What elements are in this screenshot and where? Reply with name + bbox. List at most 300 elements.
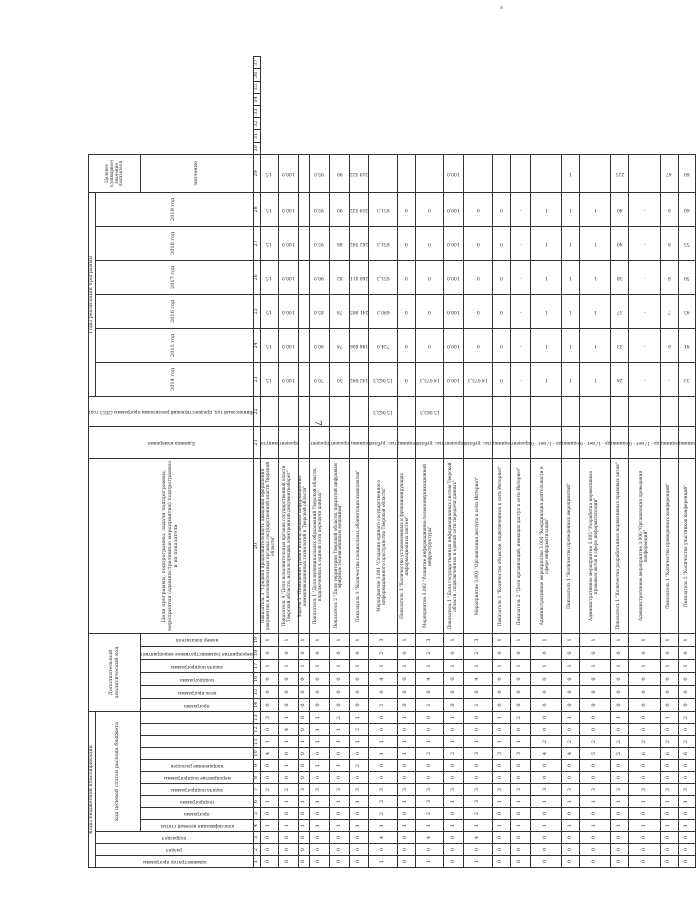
code-cell: 4	[562, 748, 580, 760]
add-code-cell: 1	[397, 660, 415, 673]
add-code-cell: 0	[309, 647, 329, 660]
code-cell: 0	[629, 844, 660, 856]
row-year-value-cell	[329, 328, 349, 362]
header-add-sub-label-6: номер показателя	[175, 637, 219, 643]
row-year-value: 241 065	[350, 308, 369, 314]
add-code-cell: 1	[464, 699, 493, 712]
add-code-cell: 0	[678, 647, 696, 660]
add-code-cell: 0	[510, 647, 530, 660]
row-year-value-cell	[464, 226, 493, 260]
row-year-value: 41	[684, 342, 690, 348]
code-cell: 0	[278, 832, 298, 844]
row-unit: тыс. рублей	[369, 439, 397, 445]
row-target-value: 225	[615, 170, 625, 176]
code-cell: 0	[278, 808, 298, 820]
add-code-cell: 0	[629, 699, 660, 712]
add-code-cell: 2	[464, 647, 493, 660]
row-unit: процент	[278, 439, 298, 445]
row-unit: единиц	[611, 439, 629, 445]
add-code-cell: 1	[309, 660, 329, 673]
row-year-value: 14 073,3	[419, 376, 440, 382]
add-code-cell: 3	[369, 633, 398, 646]
code-cell: 0	[510, 724, 530, 736]
code-cell: 1	[562, 712, 580, 724]
row-unit-cell	[492, 426, 510, 458]
row-year-value-cell	[678, 192, 696, 226]
code-cell: 3	[298, 784, 309, 796]
row-base-cell	[444, 396, 464, 426]
add-code-cell: 0	[444, 647, 464, 660]
add-code-cell: 0	[298, 699, 309, 712]
row-year-value: 651,3	[376, 274, 390, 280]
add-code-cell: 0	[492, 673, 510, 686]
row-year-value-cell	[298, 226, 309, 260]
code-cell: 1	[309, 820, 329, 832]
header-finance-column: Финансовый год, предшествующий реализации программы (2013 год)	[89, 408, 253, 414]
row-year-value-cell	[415, 328, 444, 362]
row-year-value: 0	[499, 308, 503, 314]
code-cell: 0	[329, 844, 349, 856]
row-target-value: 15	[266, 170, 272, 176]
row-base-cell	[492, 396, 510, 426]
add-code-cell: 0	[415, 686, 444, 699]
row-unit: единиц	[492, 439, 510, 445]
row-year-value-cell	[678, 226, 696, 260]
code-cell: 1	[309, 736, 329, 748]
row-year-value-cell	[629, 362, 660, 396]
row-target-cell	[530, 154, 561, 192]
row-year-value-cell	[444, 260, 464, 294]
row-base-cell	[464, 396, 493, 426]
add-code-cell: 0	[329, 699, 349, 712]
row-year-value: 1	[593, 240, 597, 246]
table-row	[329, 57, 349, 868]
row-year-value-cell	[260, 192, 278, 226]
header-add-sub-1	[141, 699, 254, 712]
code-cell: 1	[329, 796, 349, 808]
row-year-value: 80,0	[314, 342, 325, 348]
code-cell: 1	[415, 820, 444, 832]
code-cell: 1	[278, 760, 298, 772]
row-year-value: 0	[428, 206, 431, 212]
add-code-cell: 0	[492, 647, 510, 660]
code-cell: 3	[492, 784, 510, 796]
row-year-value: 100,0	[281, 274, 295, 280]
code-cell: 0	[464, 712, 493, 724]
add-code-cell: 1	[562, 633, 580, 646]
row-year-value-cell	[580, 328, 611, 362]
code-cell: 3	[580, 784, 611, 796]
row-year-value-cell	[369, 260, 398, 294]
add-code-cell: 0	[309, 686, 329, 699]
row-year-value: 95,0	[314, 240, 325, 246]
code-cell: 0	[397, 808, 415, 820]
code-cell: 0	[350, 772, 369, 784]
header-code-sub-3	[141, 796, 254, 808]
code-cell: 2	[415, 808, 444, 820]
code-cell: 0	[611, 724, 629, 736]
add-code-cell: 0	[444, 686, 464, 699]
row-year-value: -	[643, 240, 646, 246]
code-cell: 3	[350, 784, 369, 796]
add-code-cell: 1	[260, 660, 278, 673]
code-cell: 0	[530, 712, 561, 724]
row-year-value: 1	[544, 240, 548, 246]
row-target-value: 319 322	[350, 170, 369, 176]
code-cell: 0	[492, 808, 510, 820]
add-code-cell: 0	[580, 647, 611, 660]
code-cell: 0	[629, 808, 660, 820]
add-code-cell: 1	[415, 660, 444, 673]
code-cell: 3	[369, 784, 398, 796]
row-base-cell	[298, 396, 309, 426]
code-cell: 1	[350, 736, 369, 748]
column-number-22: 22	[253, 396, 260, 426]
code-cell: 1	[510, 820, 530, 832]
row-target-cell	[611, 154, 629, 192]
row-year-value-cell	[298, 362, 309, 396]
code-cell: 0	[298, 772, 309, 784]
row-target-cell	[397, 154, 415, 192]
code-cell: 1	[298, 820, 309, 832]
code-cell: 3	[678, 784, 696, 796]
row-description: Показатель 1 "Доля муниципальных образований Тверской области, подключенных к единой сети передачи данных"	[309, 458, 329, 633]
row-year-value-cell	[464, 328, 493, 362]
add-code-cell: 0	[492, 699, 510, 712]
code-cell: 3	[510, 748, 530, 760]
code-cell: 0	[415, 724, 444, 736]
code-cell: 2	[660, 736, 678, 748]
code-cell: 1	[350, 712, 369, 724]
row-year-value-cell	[397, 192, 415, 226]
row-year-value: 724,0	[376, 342, 390, 348]
code-cell: 0	[678, 856, 696, 868]
add-code-cell: 0	[350, 673, 369, 686]
add-code-cell: 0	[309, 699, 329, 712]
header-code-sub-label-3: подпрограмма	[180, 799, 215, 805]
code-cell: 0	[530, 844, 561, 856]
code-cell: 0	[444, 856, 464, 868]
row-year-value-cell	[278, 192, 298, 226]
row-year-value: 50	[336, 376, 343, 382]
row-year-value-cell	[629, 226, 660, 260]
row-unit-cell	[464, 426, 493, 458]
row-target-cell	[415, 154, 444, 192]
code-cell: 4	[278, 724, 298, 736]
row-year-value-cell	[309, 192, 329, 226]
row-year-value: -	[519, 342, 522, 348]
row-year-value-cell	[660, 226, 678, 260]
row-year-value-cell	[492, 260, 510, 294]
add-code-cell: 0	[530, 699, 561, 712]
code-cell: 2	[678, 736, 696, 748]
code-cell: 1	[260, 796, 278, 808]
add-code-cell: 4	[464, 673, 493, 686]
add-code-cell: 0	[260, 699, 278, 712]
code-cell: 0	[492, 760, 510, 772]
row-year-value: 86	[336, 240, 343, 246]
code-cell: 0	[510, 832, 530, 844]
code-cell: 2	[530, 736, 561, 748]
add-code-cell: 0	[611, 686, 629, 699]
add-code-cell: 0	[329, 686, 349, 699]
code-cell: 0	[611, 832, 629, 844]
row-base-cell	[678, 396, 696, 426]
code-cell: 2	[580, 736, 611, 748]
code-cell: 0	[660, 844, 678, 856]
row-year-value-cell	[510, 226, 530, 260]
row-target-cell	[350, 154, 369, 192]
row-year-value: 651,3	[376, 240, 390, 246]
row-year-value-cell	[492, 226, 510, 260]
row-base-cell	[510, 396, 530, 426]
row-unit-cell	[298, 426, 309, 458]
row-unit-cell	[530, 426, 561, 458]
code-cell: 0	[350, 748, 369, 760]
code-cell: 0	[580, 724, 611, 736]
table-row	[397, 57, 415, 868]
code-cell: 0	[464, 772, 493, 784]
row-year-value-cell	[260, 362, 278, 396]
row-year-value: -	[668, 376, 670, 382]
code-cell: 0	[298, 724, 309, 736]
row-target-value: 100,0	[447, 170, 461, 176]
row-year-value-cell	[580, 192, 611, 226]
row-year-value-cell	[562, 362, 580, 396]
table-row	[562, 57, 580, 868]
add-code-cell: 2	[369, 647, 398, 660]
code-cell: 0	[580, 808, 611, 820]
header-add-sub-label-5: мероприятие (административное мероприятие)	[141, 650, 253, 656]
code-cell: 1	[397, 796, 415, 808]
row-year-value-cell	[415, 362, 444, 396]
header-codes-group: Коды бюджетной классификации	[89, 712, 96, 868]
code-cell: 1	[492, 820, 510, 832]
code-cell: 1	[397, 736, 415, 748]
row-year-value-cell	[369, 226, 398, 260]
column-number-30: 30	[253, 142, 260, 154]
row-year-value: -	[643, 342, 646, 348]
add-code-cell: 1	[260, 633, 278, 646]
row-year-value-cell	[629, 328, 660, 362]
add-code-cell: 1	[298, 633, 309, 646]
code-cell: 0	[298, 760, 309, 772]
add-code-cell: 0	[510, 686, 530, 699]
row-year-value: 1	[544, 274, 548, 280]
row-target-value: 47	[666, 170, 672, 176]
code-cell: 0	[397, 832, 415, 844]
row-year-value-cell	[278, 362, 298, 396]
row-year-value: 1	[593, 376, 597, 382]
row-year-value: 100,0	[447, 240, 461, 246]
row-year-value-cell	[298, 328, 309, 362]
header-admin-cell	[95, 856, 253, 868]
row-year-value: 100,0	[281, 206, 295, 212]
code-cell: 0	[397, 856, 415, 868]
row-description: Показатель 1 "Количество объектов, подключенных к сети Интернет"	[492, 458, 510, 633]
table-row	[298, 57, 309, 868]
row-target-cell	[298, 154, 309, 192]
code-cell: 0	[660, 772, 678, 784]
header-code-sub-1	[141, 820, 254, 832]
code-cell: 6	[678, 748, 696, 760]
code-cell: 0	[397, 724, 415, 736]
add-code-cell: 1	[329, 660, 349, 673]
add-code-cell: 2	[415, 647, 444, 660]
add-code-cell: 1	[580, 633, 611, 646]
row-year-value-cell	[492, 294, 510, 328]
code-cell: 0	[278, 856, 298, 868]
row-year-value-cell	[580, 226, 611, 260]
row-year-value: 1	[569, 206, 573, 212]
row-year-value-cell	[397, 362, 415, 396]
row-year-value: 1	[593, 206, 597, 212]
row-year-value: -	[519, 308, 522, 314]
table-row	[611, 57, 629, 868]
code-cell: 0	[530, 772, 561, 784]
row-year-value-cell	[629, 260, 660, 294]
row-year-value-cell	[660, 328, 678, 362]
column-number-8: 8	[253, 772, 260, 784]
row-year-value-cell	[260, 226, 278, 260]
row-base-cell	[530, 396, 561, 426]
row-year-value: 0	[499, 342, 503, 348]
column-number-13: 13	[253, 712, 260, 724]
row-unit: единиц	[660, 439, 678, 445]
row-year-value-cell	[309, 260, 329, 294]
row-year-value: 0	[404, 342, 408, 348]
row-year-value-cell	[510, 192, 530, 226]
row-year-value-cell	[350, 260, 369, 294]
header-add-sub-2	[141, 686, 254, 699]
row-description: Показатель 1 "Количество разработанных нормативных правовых актов"	[611, 458, 629, 633]
code-cell: 3	[660, 784, 678, 796]
row-year-value: 45	[684, 308, 690, 314]
row-year-value: 100,0	[447, 274, 461, 280]
scan-dot	[500, 6, 503, 9]
table-row	[530, 57, 561, 868]
column-number-35: 35	[253, 81, 260, 93]
code-cell: 0	[260, 808, 278, 820]
add-code-cell: 0	[562, 673, 580, 686]
code-cell: 0	[415, 844, 444, 856]
code-cell: 3	[369, 796, 398, 808]
code-cell: 3	[260, 712, 278, 724]
code-cell: 0	[415, 712, 444, 724]
row-year-value-cell	[562, 192, 580, 226]
column-number-3: 3	[253, 832, 260, 844]
code-cell: 2	[611, 736, 629, 748]
add-code-cell: 1	[492, 633, 510, 646]
add-code-cell: 1	[492, 660, 510, 673]
row-year-value-cell	[530, 362, 561, 396]
row-description: Мероприятие 3.003 "Организация доступа к сети Интернет"	[464, 458, 493, 633]
add-code-cell: 1	[562, 660, 580, 673]
code-cell: 1	[530, 796, 561, 808]
code-cell: 0	[464, 760, 493, 772]
row-year-value-cell	[397, 294, 415, 328]
row-year-value: 0	[476, 308, 480, 314]
table-row	[660, 57, 678, 868]
row-year-value-cell	[415, 294, 444, 328]
add-code-cell: 1	[611, 660, 629, 673]
add-code-cell: 0	[298, 647, 309, 660]
code-cell: 1	[329, 820, 349, 832]
column-number-19: 19	[253, 633, 260, 646]
row-year-value: 1	[593, 342, 597, 348]
code-cell: 0	[580, 712, 611, 724]
code-cell: 0	[510, 772, 530, 784]
row-year-value: 7	[667, 308, 671, 314]
code-cell: 0	[298, 808, 309, 820]
row-base-cell	[660, 396, 678, 426]
row-unit-cell	[415, 426, 444, 458]
code-cell: 1	[298, 736, 309, 748]
add-code-cell: 0	[278, 673, 298, 686]
row-year-value-cell	[329, 192, 349, 226]
row-year-value-cell	[611, 294, 629, 328]
row-year-value-cell	[350, 362, 369, 396]
add-code-cell: 1	[611, 633, 629, 646]
column-number-28: 28	[253, 192, 260, 226]
row-year-value: 74	[336, 342, 343, 348]
column-number-27: 27	[253, 226, 260, 260]
add-code-cell: 3	[415, 633, 444, 646]
code-cell: 1	[309, 712, 329, 724]
row-year-value: 1	[569, 342, 573, 348]
code-cell: 1	[611, 820, 629, 832]
code-cell: 0	[629, 856, 660, 868]
row-year-value: -	[643, 376, 646, 382]
row-year-value: 40	[617, 240, 623, 246]
add-code-cell: 0	[397, 647, 415, 660]
code-cell: 0	[444, 808, 464, 820]
row-year-value: 8	[667, 240, 671, 246]
row-year-value-cell	[444, 362, 464, 396]
code-cell: 1	[329, 724, 349, 736]
row-year-value-cell	[309, 294, 329, 328]
add-code-cell: 0	[562, 647, 580, 660]
row-year-value: 142 042	[350, 376, 369, 382]
code-cell: 0	[260, 760, 278, 772]
row-year-value: 0	[404, 240, 408, 246]
add-code-cell: 1	[329, 633, 349, 646]
row-description: Административное мероприятие 3.004 "Координация деятельности в сфере информатизации"	[530, 458, 561, 633]
row-year-value-cell	[580, 260, 611, 294]
header-code-sub-label-2: программа	[184, 811, 210, 817]
row-year-value: 40	[617, 206, 623, 212]
add-code-cell: 0	[660, 673, 678, 686]
add-code-cell: 0	[510, 673, 530, 686]
code-cell: 2	[678, 712, 696, 724]
row-year-value-cell	[464, 192, 493, 226]
row-year-value-cell	[350, 328, 369, 362]
code-cell: 0	[492, 832, 510, 844]
code-cell: 0	[260, 832, 278, 844]
row-unit: единиц	[397, 439, 415, 445]
row-target-cell	[510, 154, 530, 192]
row-year-value: 198 606	[350, 342, 369, 348]
row-year-value: 0	[499, 376, 503, 382]
row-year-value-cell	[415, 260, 444, 294]
row-year-value-cell	[444, 294, 464, 328]
code-cell: 0	[530, 724, 561, 736]
code-cell: 3	[530, 784, 561, 796]
add-code-cell: 0	[678, 699, 696, 712]
row-unit: процент	[309, 439, 329, 445]
add-code-cell: 0	[329, 647, 349, 660]
table-row	[629, 57, 660, 868]
